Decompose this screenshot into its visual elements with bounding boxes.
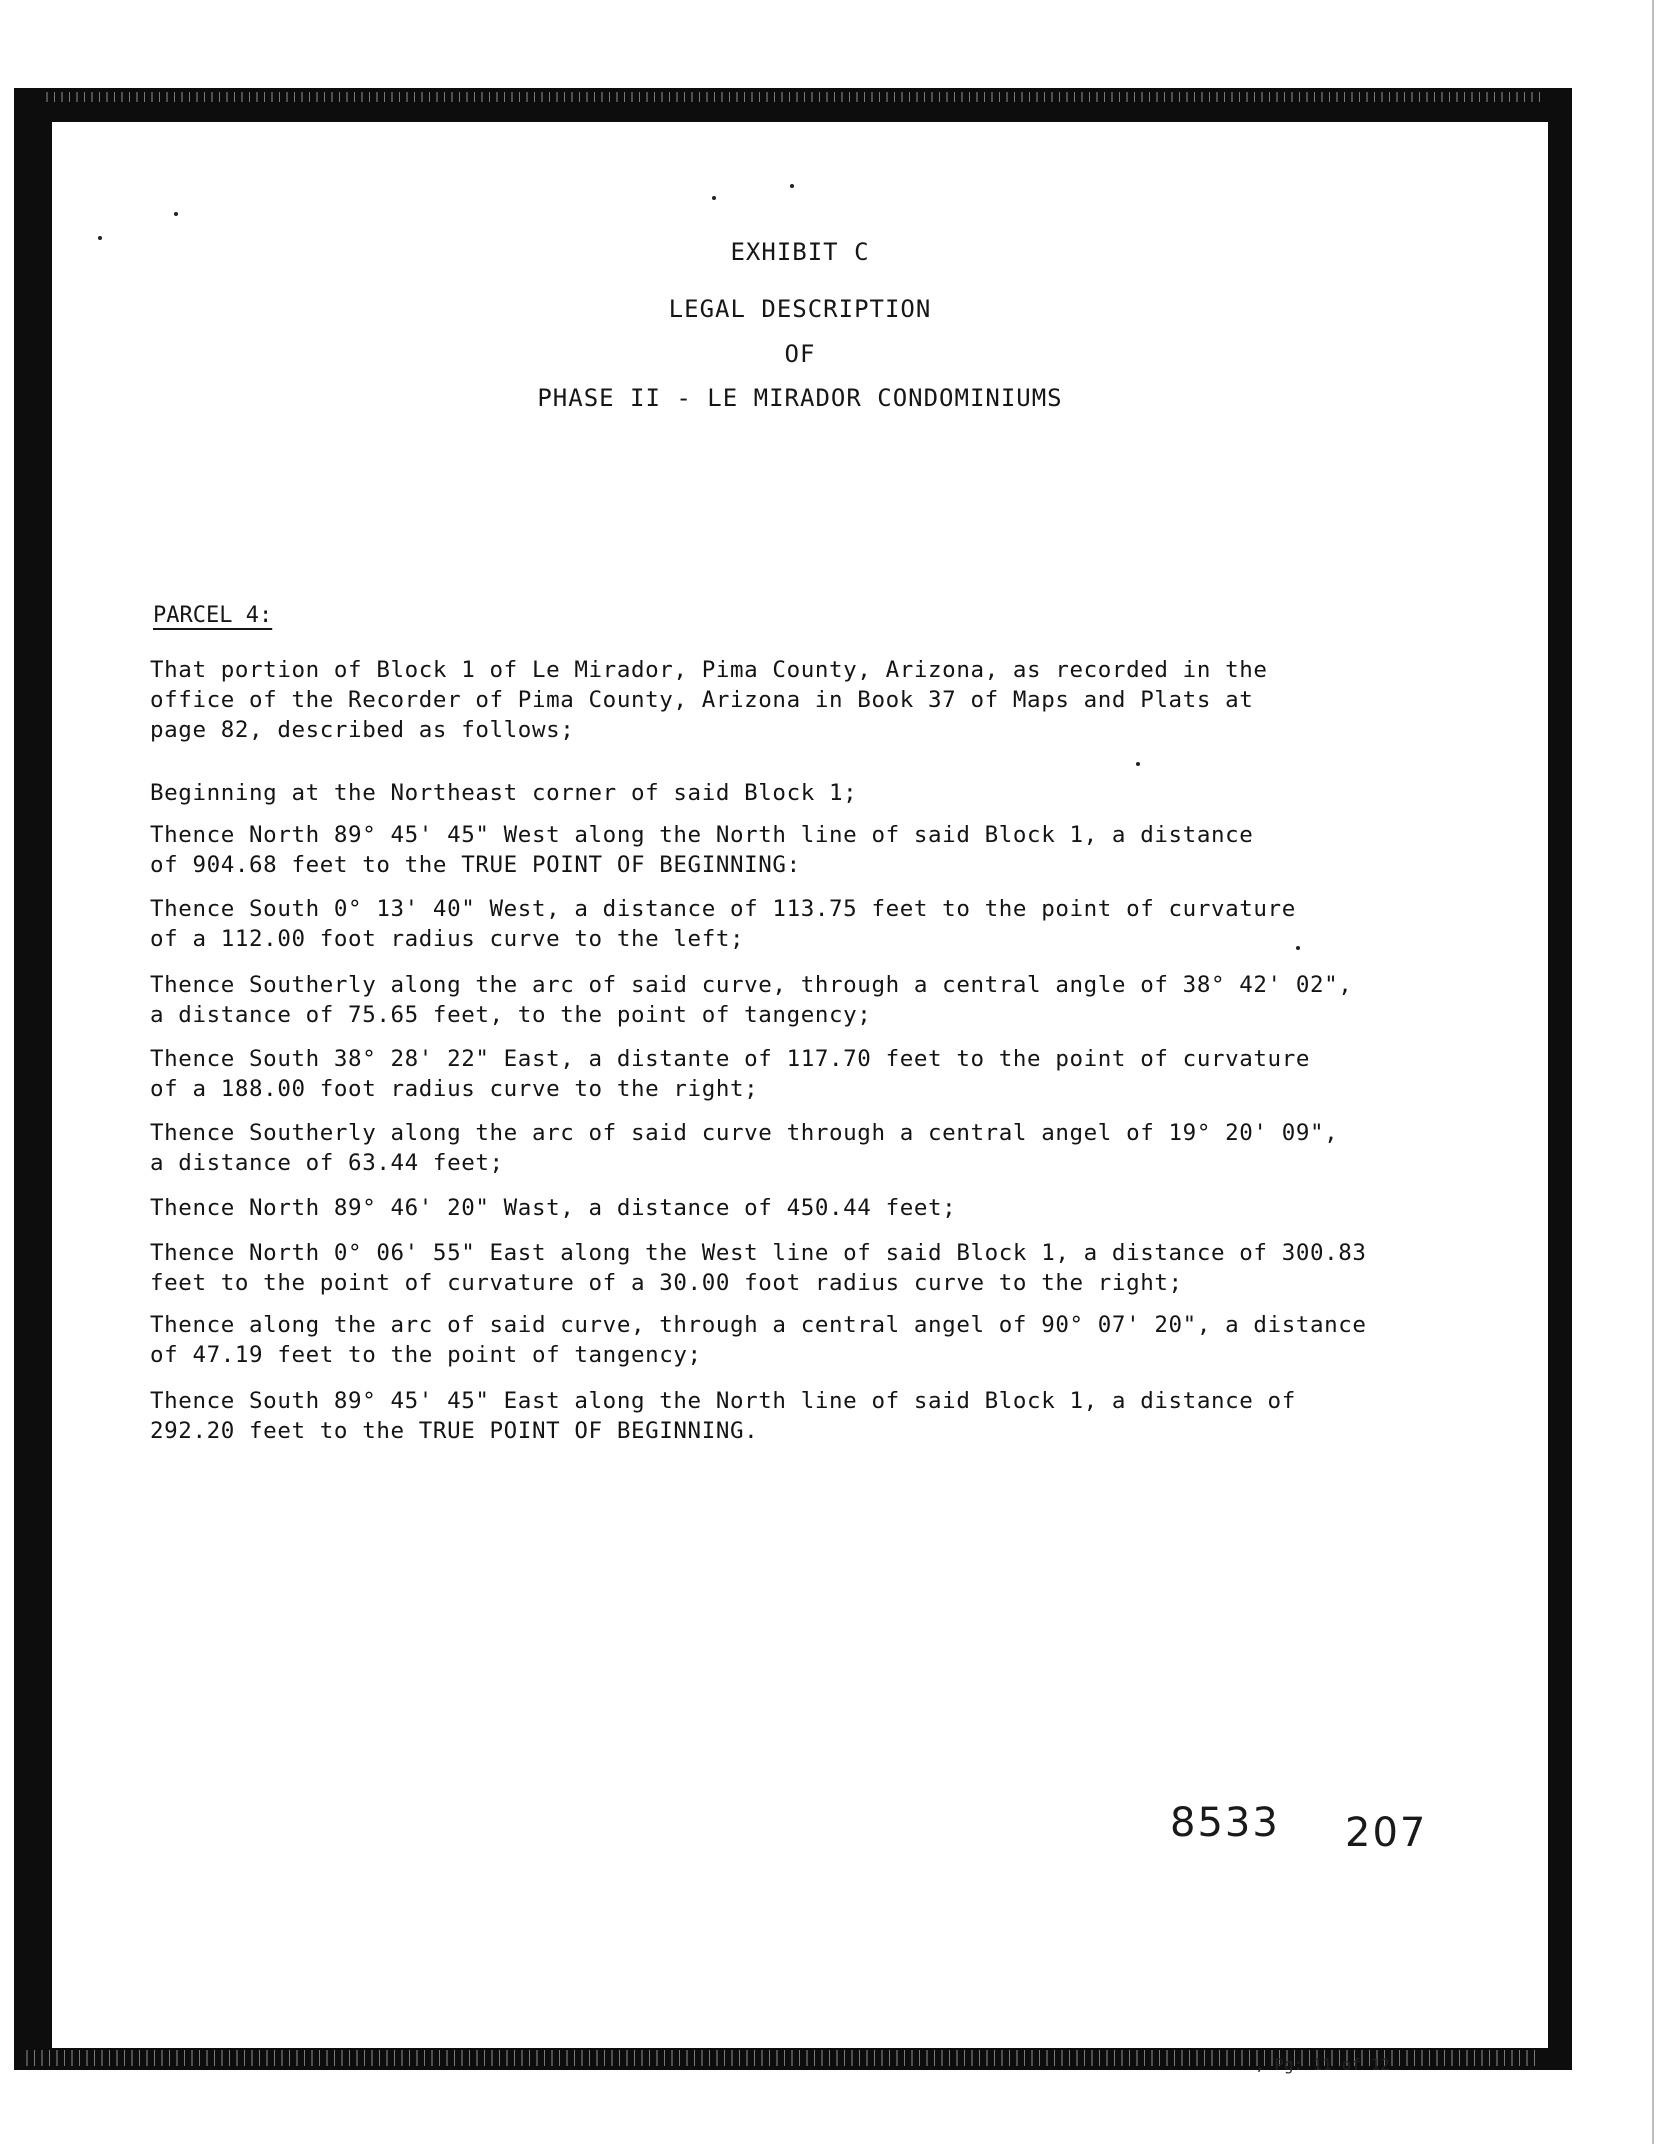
speck <box>712 196 716 200</box>
scan-noise-top <box>40 92 1540 102</box>
paragraph-north-course: Thence North 89° 45' 45" West along the North line of said Block 1, a distance of 904.68 feet to the TRUE POINT OF BEGINNING: <box>150 822 1254 878</box>
legal-description-title: LEGAL DESCRIPTION <box>668 295 932 323</box>
paragraph-beginning: Beginning at the Northeast corner of said Block 1; <box>150 780 858 806</box>
phase-title: PHASE II - LE MIRADOR CONDOMINIUMS <box>537 384 1063 412</box>
paragraph-north-west-course: Thence North 89° 46' 20" Wast, a distance of 450.44 feet; <box>150 1195 957 1221</box>
speck <box>790 184 794 188</box>
speck <box>174 212 178 216</box>
paragraph-closing-course: Thence South 89° 45' 45" East along the North line of said Block 1, a distance of 292.20 feet to the TRUE POINT OF BEGINNING. <box>150 1388 1296 1444</box>
paragraph-west-line-course: Thence North 0° 06' 55" East along the West line of said Block 1, a distance of 300.83 feet to the point of curvature of a 30.00 foot radius curve to the right; <box>150 1240 1367 1296</box>
scan-edge-line <box>1652 0 1654 2144</box>
paragraph-southerly-arc-1: Thence Southerly along the arc of said curve, through a central angle of 38° 42' 02", a distance of 75.65 feet, to the point of tangency; <box>150 972 1353 1028</box>
paragraph-arc-90: Thence along the arc of said curve, through a central angel of 90° 07' 20", a distance of 47.19 feet to the point of tangency; <box>150 1312 1367 1368</box>
paragraph-southerly-arc-2: Thence Southerly along the arc of said curve through a central angel of 19° 20' 09", a distance of 63.44 feet; <box>150 1120 1339 1176</box>
page-counter: , Pg: 11 of 12 <box>1255 2055 1390 2074</box>
speck <box>1136 762 1140 766</box>
paragraph-south-east-course: Thence South 38° 28' 22" East, a distante of 117.70 feet to the point of curvature of a 188.00 foot radius curve to the right; <box>150 1046 1310 1102</box>
of-title: OF <box>784 340 816 368</box>
parcel-heading: PARCEL 4: <box>153 603 273 628</box>
exhibit-title: EXHIBIT C <box>730 238 870 266</box>
page-number: 207 <box>1345 1810 1428 1856</box>
book-number: 8533 <box>1170 1800 1280 1846</box>
parcel-intro: That portion of Block 1 of Le Mirador, Pima County, Arizona, as recorded in the office of the Recorder of Pima County, Arizona in Book 37 of Maps and Plats at page 82, described as follows; <box>150 657 1268 743</box>
paragraph-south-course: Thence South 0° 13' 40" West, a distance of 113.75 feet to the point of curvature of a 112.00 foot radius curve to the left; <box>150 896 1296 952</box>
